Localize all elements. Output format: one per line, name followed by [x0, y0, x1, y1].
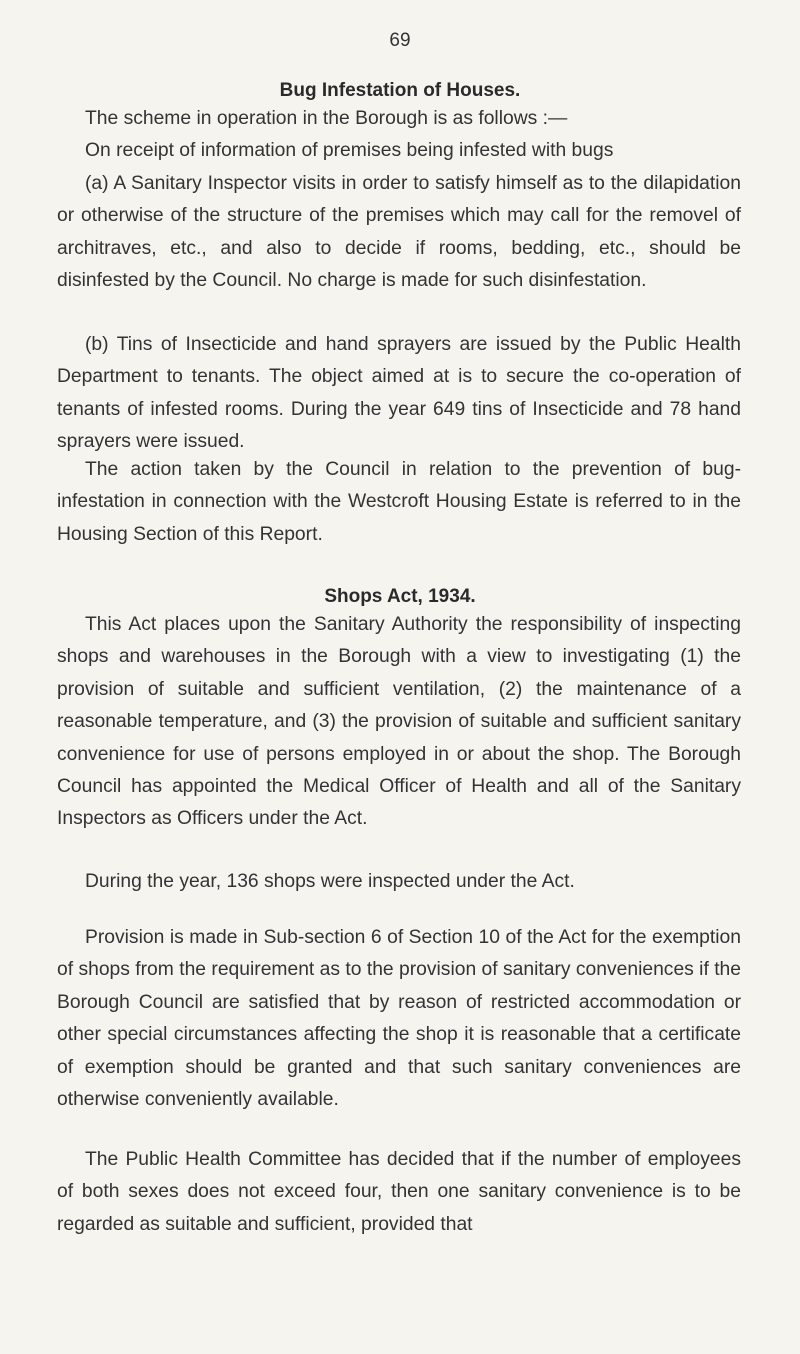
- paragraph-shops-act-responsibility: This Act places upon the Sanitary Authority the responsibility of inspecting shops and warehouses in the Borough with a view to investigating (1) the provision of suitable and sufficient ventilation, (2) the maintenance of a reasonable temperature, and (3) the provision of suitable and sufficient sanitary convenience for use of persons employed in or about the shop. The Borough Council has appointed the Medical Officer of Health and all of the Sanitary Inspectors as Officers under the Act.: [57, 614, 741, 830]
- paragraph-item-a: (a) A Sanitary Inspector visits in order to satisfy himself as to the dilapidation or otherwise of the structure of the premises which may call for the removel of architraves, etc., and also to decide if rooms, bedding, etc., should be disinfested by the Council. No charge is made for such disinfestation.: [57, 173, 741, 292]
- section-heading-bug-infestation: Bug Infestation of Houses.: [279, 80, 521, 101]
- paragraph-scheme-intro: The scheme in operation in the Borough is as follows :—: [85, 108, 568, 129]
- page-number: 69: [389, 30, 411, 51]
- paragraph-receipt-information: On receipt of information of premises being infested with bugs: [85, 140, 614, 161]
- paragraph-exemption-provision: Provision is made in Sub-section 6 of Section 10 of the Act for the exemption of shops from the requirement as to the provision of sanitary conveniences if the Borough Council are satisfied that by reason of restricted accommodation or other special circumstances affecting the shop it is reasonable that a certificate of exemption should be granted and that such sanitary conveniences are otherwise conveniently available.: [57, 927, 741, 1111]
- paragraph-shops-inspected: During the year, 136 shops were inspected under the Act.: [85, 871, 575, 892]
- section-heading-shops-act: Shops Act, 1934.: [324, 586, 476, 607]
- paragraph-item-b: (b) Tins of Insecticide and hand sprayers are issued by the Public Health Department to tenants. The object aimed at is to secure the co-operation of tenants of infested rooms. During the year 649 tins of Insecticide and 78 hand sprayers were issued.: [57, 334, 741, 453]
- paragraph-westcroft-action: The action taken by the Council in relation to the prevention of bug-infestation in connection with the Westcroft Housing Estate is referred to in the Housing Section of this Report.: [57, 459, 741, 545]
- paragraph-committee-decision: The Public Health Committee has decided that if the number of employees of both sexes does not exceed four, then one sanitary convenience is to be regarded as suitable and sufficient, provided that: [57, 1149, 741, 1235]
